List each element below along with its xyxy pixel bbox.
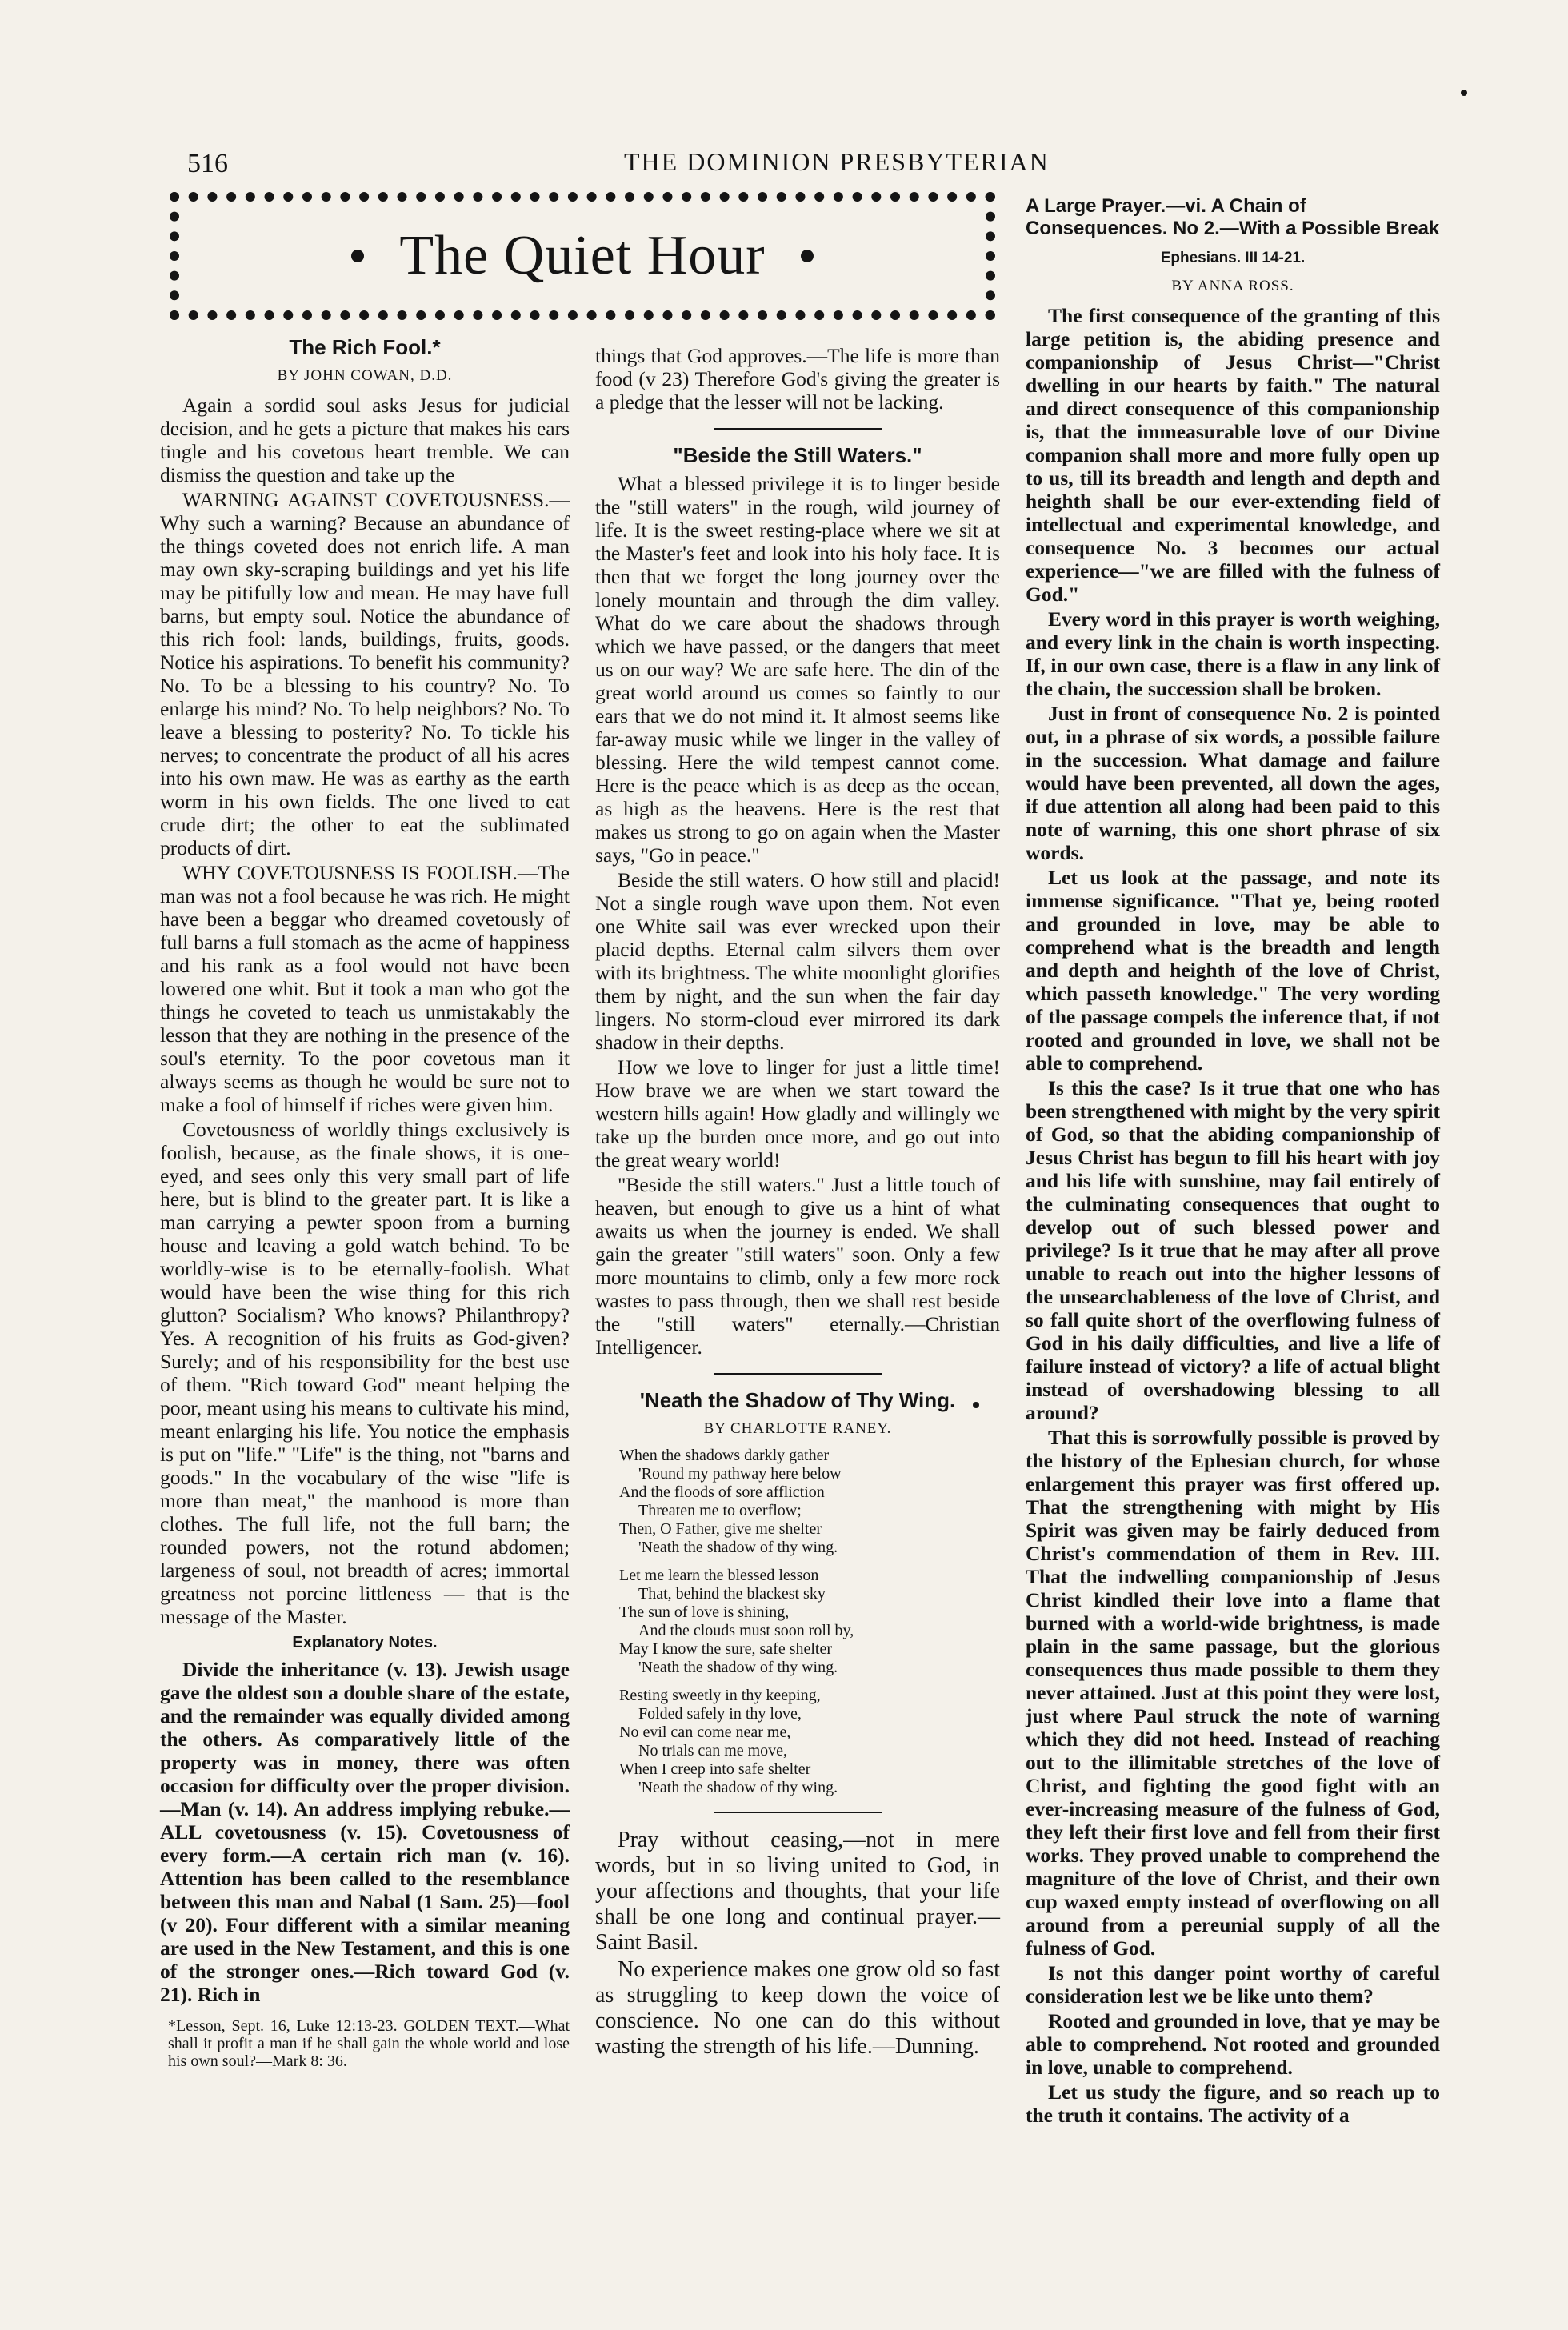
section-header-box [170,192,995,320]
paragraph: Let us study the figure, and so reach up to the truth it contains. The activity of a [1026,2080,1440,2127]
paragraph: "Beside the still waters." Just a little touch of heaven, but enough to give us a hint of what awaits us when the journey is ended. We shall gain the greater "still waters" soon. Only a few more mountains to climb, only a few more rock wastes to pass through, then we shall rest beside the "still waters" eternally.—Christian Intelligencer. [595,1173,1000,1359]
paragraph: Is this the case? Is it true that one who has been strengthened with might by the very spirit of God, so that the abiding companionship of Jesus Christ has begun to fill his heart with joy and his life with sunshine, may fail entirely of the culminating consequences that ought to develop out of such blessed power and privilege? Is it true that he may after all prove unable to reach out into the higher lessons of the unsearchableness of the love of Christ, and so fall quite short of the overflowing fulness of God in his daily difficulties, and live a life of failure instead of victory? a life of actual blight instead of overshadowing blessing to all around? [1026,1076,1440,1424]
notes-heading: Explanatory Notes. [292,1634,438,1651]
margin-speck [1461,90,1467,96]
paragraph: WARNING AGAINST COVETOUSNESS.—Why such a warning? Because an abundance of the things coveted does not enrich life. A man may own sky-scraping buildings and yet his life may be pitifully low and mean. He may have full barns, but empty soul. Notice the abundance of this rich fool: lands, buildings, fruits, goods. Notice his aspirations. To benefit his community? No. To be a blessing to his country? No. To enlarge his mind? No. To help neighbors? No. To leave a blessing to posterity? No. To tickle his nerves; to concentrate the product of all his acres into his own maw. He was as earthy as the earth worm in his own fields. The one lived to eat crude dirt; the other to eat the sublimated products of dirt. [160,488,570,859]
explanatory-notes: Divide the inheritance (v. 13). Jewish usage gave the oldest son a double share of the estate, and the remainder was equally divided among the others. As comparatively little of the property was in money, there was often occasion for difficulty over the proper division.—Man (v. 14). An address implying rebuke.—ALL covetousness (v. 15). Covetousness of every form.—A certain rich man (v. 16). Attention has been called to the resemblance between this man and Nabal (1 Sam. 25)—fool (v 20). Four different with a similar meaning are used in the New Testament, and this is one of the stronger ones.—Rich toward God (v. 21). Rich in [160,1658,570,2006]
poem-line: Folded safely in thy love, [638,1705,802,1723]
poem-line: No trials can me move, [638,1742,788,1760]
poem-stanza [619,1687,1000,1797]
poem-line: The sun of love is shining, [619,1603,790,1621]
left-column [160,336,570,2070]
divider-rule [714,1812,882,1813]
paragraph: Every word in this prayer is worth weighing, and every link in the chain is worth inspecting. If, in our own case, there is a flaw in any link of the chain, the succession shall be broken. [1026,607,1440,700]
paragraph: WHY COVETOUSNESS IS FOOLISH.—The man was not a fool because he was rich. He might have been a beggar who dreamed covetously of full barns a full stomach as the acme of happiness and his rank as a fool would not have been lowered one whit. But it took a man who got the things he coveted to teach us unmistakably the lesson that they are nothing in the presence of the soul's eternity. To the poor covetous man it always seems as though he would be sure not to make a fool of himself if riches were given him. [160,861,570,1116]
lesson-footnote: *Lesson, Sept. 16, Luke 12:13-23. GOLDEN TEXT.—What shall it profit a man if he shall gain the whole world and lose his own soul?—Mark 8: 36. [168,2017,570,2070]
paragraph: That this is sorrowfully possible is proved by the history of the Ephesian church, for whose enlargement this prayer was first offered up. That the strengthening with might by His Spirit was given may be fairly deduced from Christ's commendation of them in Rev. III. That the indwelling companionship of Jesus Christ kindled their love into a flame that burned with a world-wide brightness, is made plain in the same passage, but the glorious consequences thus made possible to them they never attained. Just at this point they were lost, just where Paul struck the note of warning which they did not heed. Instead of reaching out to the illimitable stretches of the love of Christ, and fighting the good fight with an ever-increasing measure of the fulness of God, they left their first love and fell from their first works. They proved unable to comprehend the magniture of the love of Christ, and their own cup waxed empty instead of overflowing on all around from a pereunial supply of all the fulness of God. [1026,1426,1440,1960]
bullet-ornament-icon [801,250,814,262]
article-title: "Beside the Still Waters." [673,443,922,467]
paragraph: Again a sordid soul asks Jesus for judicial decision, and he gets a picture that makes his ears tingle and his covetous heart tremble. We can dismiss the question and take up the [160,394,570,486]
poem [595,1447,1000,1797]
poem-line: When the shadows darkly gather [619,1447,830,1464]
poem-byline: BY CHARLOTTE RANEY. [703,1420,892,1437]
page-number: 516 [187,149,228,178]
paragraph: Rooted and grounded in love, that ye may be able to comprehend. Not rooted and grounded in love, unable to comprehend. [1026,2009,1440,2079]
article-title: A Large Prayer.—vi. A Chain of Consequences. No 2.—With a Possible Break [1026,195,1440,239]
poem-line: Resting sweetly in thy keeping, [619,1687,821,1704]
poem-line: May I know the sure, safe shelter [619,1640,833,1658]
margin-speck [973,1402,979,1408]
running-head: THE DOMINION PRESBYTERIAN [624,147,1050,176]
poem-line: Then, O Father, give me shelter [619,1520,822,1538]
paragraph: Just in front of consequence No. 2 is pointed out, in a phrase of six words, a possible failure in the succession. What damage and failure would have been prevented, all down the ages, if due attention all along had been paid to this note of warning, this one short phrase of six words. [1026,702,1440,864]
paragraph: Let us look at the passage, and note its immense significance. "That ye, being rooted and grounded in love, may be able to comprehend what is the breadth and length and depth and heighth of the love of Christ, which passeth knowledge." The very wording of the passage compels the inference that, if not rooted and grounded in love, we shall not be able to comprehend. [1026,866,1440,1075]
poem-line: Threaten me to overflow; [638,1502,802,1519]
poem-title: 'Neath the Shadow of Thy Wing. [639,1388,956,1412]
article-byline: BY ANNA ROSS. [1171,278,1294,294]
poem-stanza [619,1447,1000,1557]
paragraph: No experience makes one grow old so fast as struggling to keep down the voice of conscience. No one can do this without wasting the strength of his life.—Dunning. [595,1957,1000,2059]
poem-line: 'Neath the shadow of thy wing. [638,1659,838,1676]
middle-column [595,344,1000,2061]
paragraph: What a blessed privilege it is to linger beside the "still waters" in the rough, wild journey of life. It is the sweet resting-place where we sit at the Master's feet and look into his holy face. It is then that we forget the long journey over the lonely mountain and through the dim valley. What do we care about the shadows through which we have passed, or the dangers that meet us on our way? We are safe here. The din of the great world around us comes so faintly to our ears that we do not mind it. It almost seems like far-away music while we linger in the valley of blessing. Here the wild tempest cannot come. Here is the peace which is as deep as the ocean, as high as the heavens. Here is the rest that makes us strong to go on again when the Master says, "Go in peace." [595,472,1000,867]
poem-stanza [619,1567,1000,1677]
poem-line: 'Neath the shadow of thy wing. [638,1779,838,1796]
poem-line: No evil can come near me, [619,1723,791,1741]
divider-rule [714,1373,882,1375]
paragraph: How we love to linger for just a little time! How brave we are when we start toward the western hills again! How gladly and willingly we take up the burden once more, and go out into the great weary world! [595,1055,1000,1171]
paragraph: Is not this danger point worthy of careful consideration lest we be like unto them? [1026,1961,1440,2008]
scripture-reference: Ephesians. III 14-21. [1160,250,1306,266]
bullet-ornament-icon [351,250,364,262]
continuation-paragraph: things that God approves.—The life is more than food (v 23) Therefore God's giving the greater is a pledge that the lesser will not be lacking. [595,344,1000,414]
poem-line: 'Round my pathway here below [638,1465,842,1483]
section-title: The Quiet Hour [399,225,766,286]
paragraph: Pray without ceasing,—not in mere words, but in so living united to God, in your affections and thoughts, that your life shall be one long and continual prayer.—Saint Basil. [595,1828,1000,1955]
poem-line: And the clouds must soon roll by, [638,1622,854,1639]
paragraph: Beside the still waters. O how still and placid! Not a single rough wave upon them. Not even one White sail was ever wrecked upon their placid depths. Eternal calm silvers them over with its brightness. The white moonlight glorifies them by night, and the sun when the fair day lingers. No storm-cloud ever mirrored its dark shadow in their depths. [595,868,1000,1054]
poem-line: And the floods of sore affliction [619,1483,825,1501]
right-column [1026,195,1440,2128]
poem-line: That, behind the blackest sky [638,1585,826,1603]
paragraph: Covetousness of worldly things exclusively is foolish, because, as the finale shows, it is one-eyed, and sees only this very small part of life here, but is blind to the greater part. It is like a man carrying a pewter spoon from a burning house and leaving a gold watch behind. To be worldly-wise is to be eternally-foolish. What would have been the wise thing for this rich glutton? Socialism? Who knows? Philanthropy? Yes. A recognition of his fruits as God-given? Surely; and of his responsibility for the best use of them. "Rich toward God" meant helping the poor, meant using his means to cultivate his mind, meant enlarging his life. You notice the emphasis is put on "life." "Life" is the thing, not "barns and goods." In the vocabulary of the wise "life is more than meat," the manhood is more than clothes. The full life, not the full barn; the rounded powers, not the rotund abdomen; largeness of soul, not breadth of acres; immortal greatness not porcine littleness — that is the message of the Master. [160,1118,570,1628]
poem-line: When I creep into safe shelter [619,1760,811,1778]
article-byline: BY JOHN COWAN, D.D. [277,367,453,384]
divider-rule [714,428,882,430]
article-title: The Rich Fool.* [289,335,441,359]
poem-line: 'Neath the shadow of thy wing. [638,1539,838,1556]
poem-line: Let me learn the blessed lesson [619,1567,819,1584]
paragraph: The first consequence of the granting of this large petition is, the abiding presence and companionship of Jesus Christ—"Christ dwelling in our hearts by faith." The natural and direct consequence of this companionship is, that the immeasurable love of our Divine companion shall more and more fully open up to us, till its breadth and length and depth and heighth shall be our ever-extending field of intellectual and experimental knowledge, and consequence No. 3 becomes our actual experience—"we are filled with the fulness of God." [1026,304,1440,606]
